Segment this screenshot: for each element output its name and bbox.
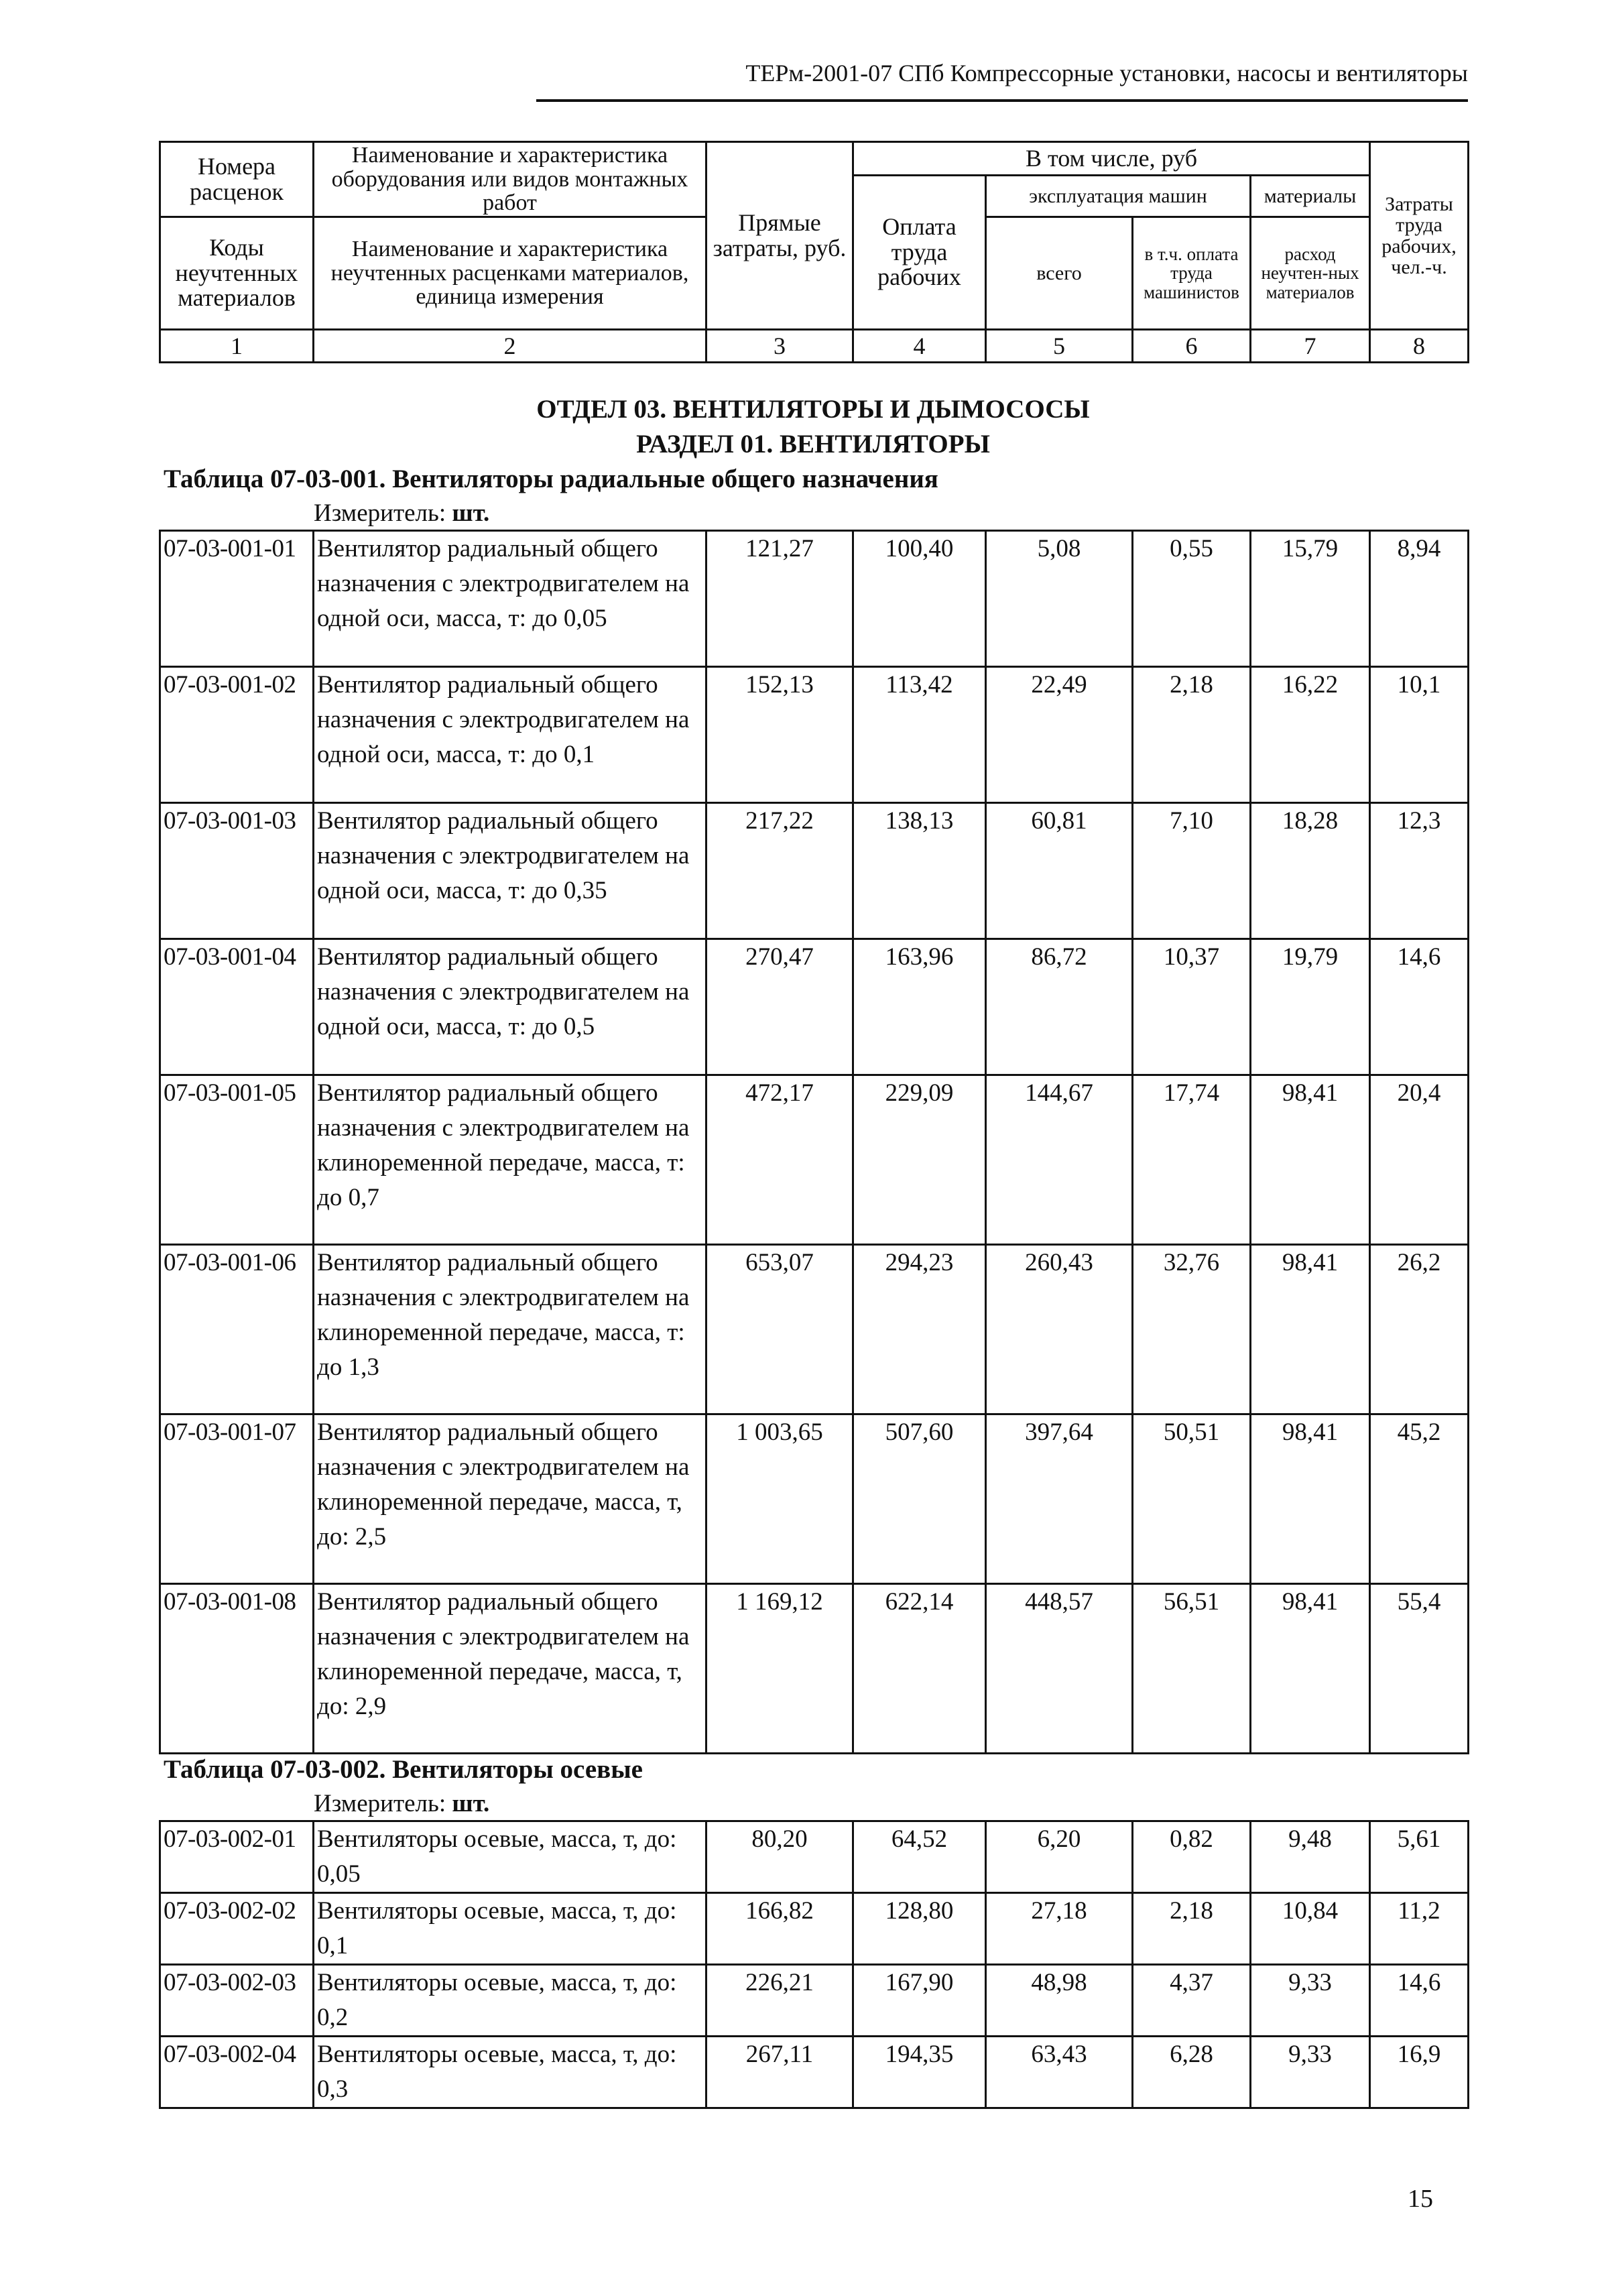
materials-cost: 18,28: [1251, 803, 1370, 939]
header-labor-hours: Затраты труда рабочих, чел.-ч.: [1370, 142, 1469, 330]
col-number: 1: [160, 330, 314, 363]
work-description: Вентилятор радиальный общего назначения с электродвигателем на клиноременной передаче, масса, т: до 1,3: [314, 1245, 706, 1414]
work-description: Вентиляторы осевые, масса, т, до: 0,1: [314, 1893, 706, 1965]
col-number: 8: [1370, 330, 1469, 363]
rate-code: 07-03-001-06: [160, 1245, 314, 1414]
labor-hours: 11,2: [1370, 1893, 1469, 1965]
machines-total: 6,20: [986, 1821, 1133, 1893]
table-row: [160, 803, 1469, 939]
header-machines: эксплуатация машин: [986, 176, 1251, 217]
machinist-pay: 0,55: [1133, 531, 1251, 667]
fans-radial-table: [159, 530, 1469, 1754]
machines-total: 27,18: [986, 1893, 1133, 1965]
labor-pay: 100,40: [853, 531, 986, 667]
table1-unit: [314, 499, 489, 528]
materials-cost: 98,41: [1251, 1075, 1370, 1245]
labor-hours: 12,3: [1370, 803, 1469, 939]
labor-pay: 138,13: [853, 803, 986, 939]
rate-code: 07-03-002-03: [160, 1965, 314, 2037]
labor-pay: 622,14: [853, 1584, 986, 1754]
header-direct-costs: Прямые затраты, руб.: [706, 142, 853, 330]
machinist-pay: 50,51: [1133, 1414, 1251, 1584]
rate-code: 07-03-002-04: [160, 2037, 314, 2108]
table1-title: Таблица 07-03-001. Вентиляторы радиальные общего назначения: [164, 465, 938, 493]
materials-cost: 16,22: [1251, 667, 1370, 803]
page-number: 15: [1408, 2185, 1433, 2213]
work-description: Вентилятор радиальный общего назначения с электродвигателем на клиноременной передаче, масса, т: до 0,7: [314, 1075, 706, 1245]
machinist-pay: 6,28: [1133, 2037, 1251, 2108]
table-row: [160, 1584, 1469, 1754]
table-row: [160, 1821, 1469, 1893]
table-row: [160, 667, 1469, 803]
machinist-pay: 4,37: [1133, 1965, 1251, 2037]
labor-pay: 294,23: [853, 1245, 986, 1414]
labor-pay: 507,60: [853, 1414, 986, 1584]
section-subtitle: РАЗДЕЛ 01. ВЕНТИЛЯТОРЫ: [636, 430, 990, 459]
materials-cost: 19,79: [1251, 939, 1370, 1075]
unit-value: шт.: [452, 1790, 490, 1817]
table-row: [160, 2037, 1469, 2108]
materials-cost: 10,84: [1251, 1893, 1370, 1965]
running-head: ТЕРм-2001-07 СПб Компрессорные установки, насосы и вентиляторы: [745, 60, 1468, 86]
direct-costs: 121,27: [706, 531, 853, 667]
machines-total: 448,57: [986, 1584, 1133, 1754]
table-row: [160, 1414, 1469, 1584]
rate-code: 07-03-002-02: [160, 1893, 314, 1965]
labor-pay: 64,52: [853, 1821, 986, 1893]
labor-hours: 26,2: [1370, 1245, 1469, 1414]
labor-hours: 14,6: [1370, 939, 1469, 1075]
table-row: [160, 939, 1469, 1075]
work-description: Вентилятор радиальный общего назначения с электродвигателем на клиноременной передаче, масса, т, до: 2,9: [314, 1584, 706, 1754]
materials-cost: 9,33: [1251, 2037, 1370, 2108]
work-description: Вентилятор радиальный общего назначения с электродвигателем на клиноременной передаче, масса, т, до: 2,5: [314, 1414, 706, 1584]
labor-hours: 55,4: [1370, 1584, 1469, 1754]
machines-total: 144,67: [986, 1075, 1133, 1245]
header-materials: материалы: [1251, 176, 1370, 217]
table-row: [160, 1075, 1469, 1245]
fans-axial-table: [159, 1820, 1469, 2109]
machines-total: 22,49: [986, 667, 1133, 803]
machinist-pay: 2,18: [1133, 667, 1251, 803]
header-material-names: Наименование и характеристика неучтенных расценками материалов, единица измерения: [314, 217, 706, 330]
table-row: [160, 1245, 1469, 1414]
machinist-pay: 32,76: [1133, 1245, 1251, 1414]
labor-pay: 113,42: [853, 667, 986, 803]
direct-costs: 270,47: [706, 939, 853, 1075]
col-number: 3: [706, 330, 853, 363]
work-description: Вентилятор радиальный общего назначения с электродвигателем на одной оси, масса, т: до 0,5: [314, 939, 706, 1075]
column-number-row: [159, 328, 1469, 363]
rate-code: 07-03-001-02: [160, 667, 314, 803]
machinist-pay: 0,82: [1133, 1821, 1251, 1893]
col-number: 6: [1133, 330, 1251, 363]
rate-code: 07-03-001-04: [160, 939, 314, 1075]
labor-pay: 167,90: [853, 1965, 986, 2037]
header-rate-numbers: Номера расценок: [160, 142, 314, 217]
work-description: Вентиляторы осевые, масса, т, до: 0,2: [314, 1965, 706, 2037]
machines-total: 260,43: [986, 1245, 1133, 1414]
header-rule: [536, 99, 1468, 102]
labor-hours: 45,2: [1370, 1414, 1469, 1584]
materials-cost: 9,48: [1251, 1821, 1370, 1893]
header-work-name: Наименование и характеристика оборудования или видов монтажных работ: [314, 142, 706, 217]
materials-cost: 15,79: [1251, 531, 1370, 667]
direct-costs: 80,20: [706, 1821, 853, 1893]
direct-costs: 1 003,65: [706, 1414, 853, 1584]
table-row: [160, 531, 1469, 667]
rate-code: 07-03-002-01: [160, 1821, 314, 1893]
direct-costs: 267,11: [706, 2037, 853, 2108]
direct-costs: 217,22: [706, 803, 853, 939]
table-row: [160, 1893, 1469, 1965]
labor-hours: 10,1: [1370, 667, 1469, 803]
direct-costs: 653,07: [706, 1245, 853, 1414]
labor-hours: 5,61: [1370, 1821, 1469, 1893]
labor-pay: 163,96: [853, 939, 986, 1075]
work-description: Вентилятор радиальный общего назначения с электродвигателем на одной оси, масса, т: до 0,05: [314, 531, 706, 667]
direct-costs: 1 169,12: [706, 1584, 853, 1754]
machines-total: 5,08: [986, 531, 1133, 667]
labor-hours: 14,6: [1370, 1965, 1469, 2037]
machinist-pay: 2,18: [1133, 1893, 1251, 1965]
col-number: 2: [314, 330, 706, 363]
labor-hours: 8,94: [1370, 531, 1469, 667]
header-unaccounted-materials: расход неучтен-ных материалов: [1251, 217, 1370, 330]
machinist-pay: 7,10: [1133, 803, 1251, 939]
labor-pay: 229,09: [853, 1075, 986, 1245]
machinist-pay: 17,74: [1133, 1075, 1251, 1245]
header-machinist-pay: в т.ч. оплата труда машинистов: [1133, 217, 1251, 330]
machines-total: 63,43: [986, 2037, 1133, 2108]
materials-cost: 9,33: [1251, 1965, 1370, 2037]
materials-cost: 98,41: [1251, 1245, 1370, 1414]
header-machines-total: всего: [986, 217, 1133, 330]
rate-code: 07-03-001-08: [160, 1584, 314, 1754]
work-description: Вентиляторы осевые, масса, т, до: 0,05: [314, 1821, 706, 1893]
labor-hours: 16,9: [1370, 2037, 1469, 2108]
column-header-table: [159, 141, 1469, 330]
labor-hours: 20,4: [1370, 1075, 1469, 1245]
table-row: [160, 1965, 1469, 2037]
rate-code: 07-03-001-03: [160, 803, 314, 939]
col-number: 4: [853, 330, 986, 363]
rate-code: 07-03-001-05: [160, 1075, 314, 1245]
unit-label: Измеритель:: [314, 499, 446, 527]
direct-costs: 226,21: [706, 1965, 853, 2037]
direct-costs: 166,82: [706, 1893, 853, 1965]
work-description: Вентилятор радиальный общего назначения с электродвигателем на одной оси, масса, т: до 0,1: [314, 667, 706, 803]
machines-total: 60,81: [986, 803, 1133, 939]
labor-pay: 194,35: [853, 2037, 986, 2108]
col-number: 5: [986, 330, 1133, 363]
unit-value: шт.: [452, 499, 490, 527]
rate-code: 07-03-001-01: [160, 531, 314, 667]
machines-total: 86,72: [986, 939, 1133, 1075]
header-material-codes: Коды неучтенных материалов: [160, 217, 314, 330]
work-description: Вентиляторы осевые, масса, т, до: 0,3: [314, 2037, 706, 2108]
unit-label: Измеритель:: [314, 1790, 446, 1817]
table2-unit: [314, 1789, 489, 1818]
machines-total: 397,64: [986, 1414, 1133, 1584]
machinist-pay: 56,51: [1133, 1584, 1251, 1754]
col-number: 7: [1251, 330, 1370, 363]
materials-cost: 98,41: [1251, 1414, 1370, 1584]
direct-costs: 152,13: [706, 667, 853, 803]
table2-title: Таблица 07-03-002. Вентиляторы осевые: [164, 1755, 643, 1784]
header-including: В том числе, руб: [853, 142, 1370, 176]
header-labor-pay: Оплата труда рабочих: [853, 176, 986, 330]
materials-cost: 98,41: [1251, 1584, 1370, 1754]
work-description: Вентилятор радиальный общего назначения с электродвигателем на одной оси, масса, т: до 0,35: [314, 803, 706, 939]
section-title: ОТДЕЛ 03. ВЕНТИЛЯТОРЫ И ДЫМОСОСЫ: [536, 395, 1090, 424]
machinist-pay: 10,37: [1133, 939, 1251, 1075]
rate-code: 07-03-001-07: [160, 1414, 314, 1584]
labor-pay: 128,80: [853, 1893, 986, 1965]
machines-total: 48,98: [986, 1965, 1133, 2037]
direct-costs: 472,17: [706, 1075, 853, 1245]
